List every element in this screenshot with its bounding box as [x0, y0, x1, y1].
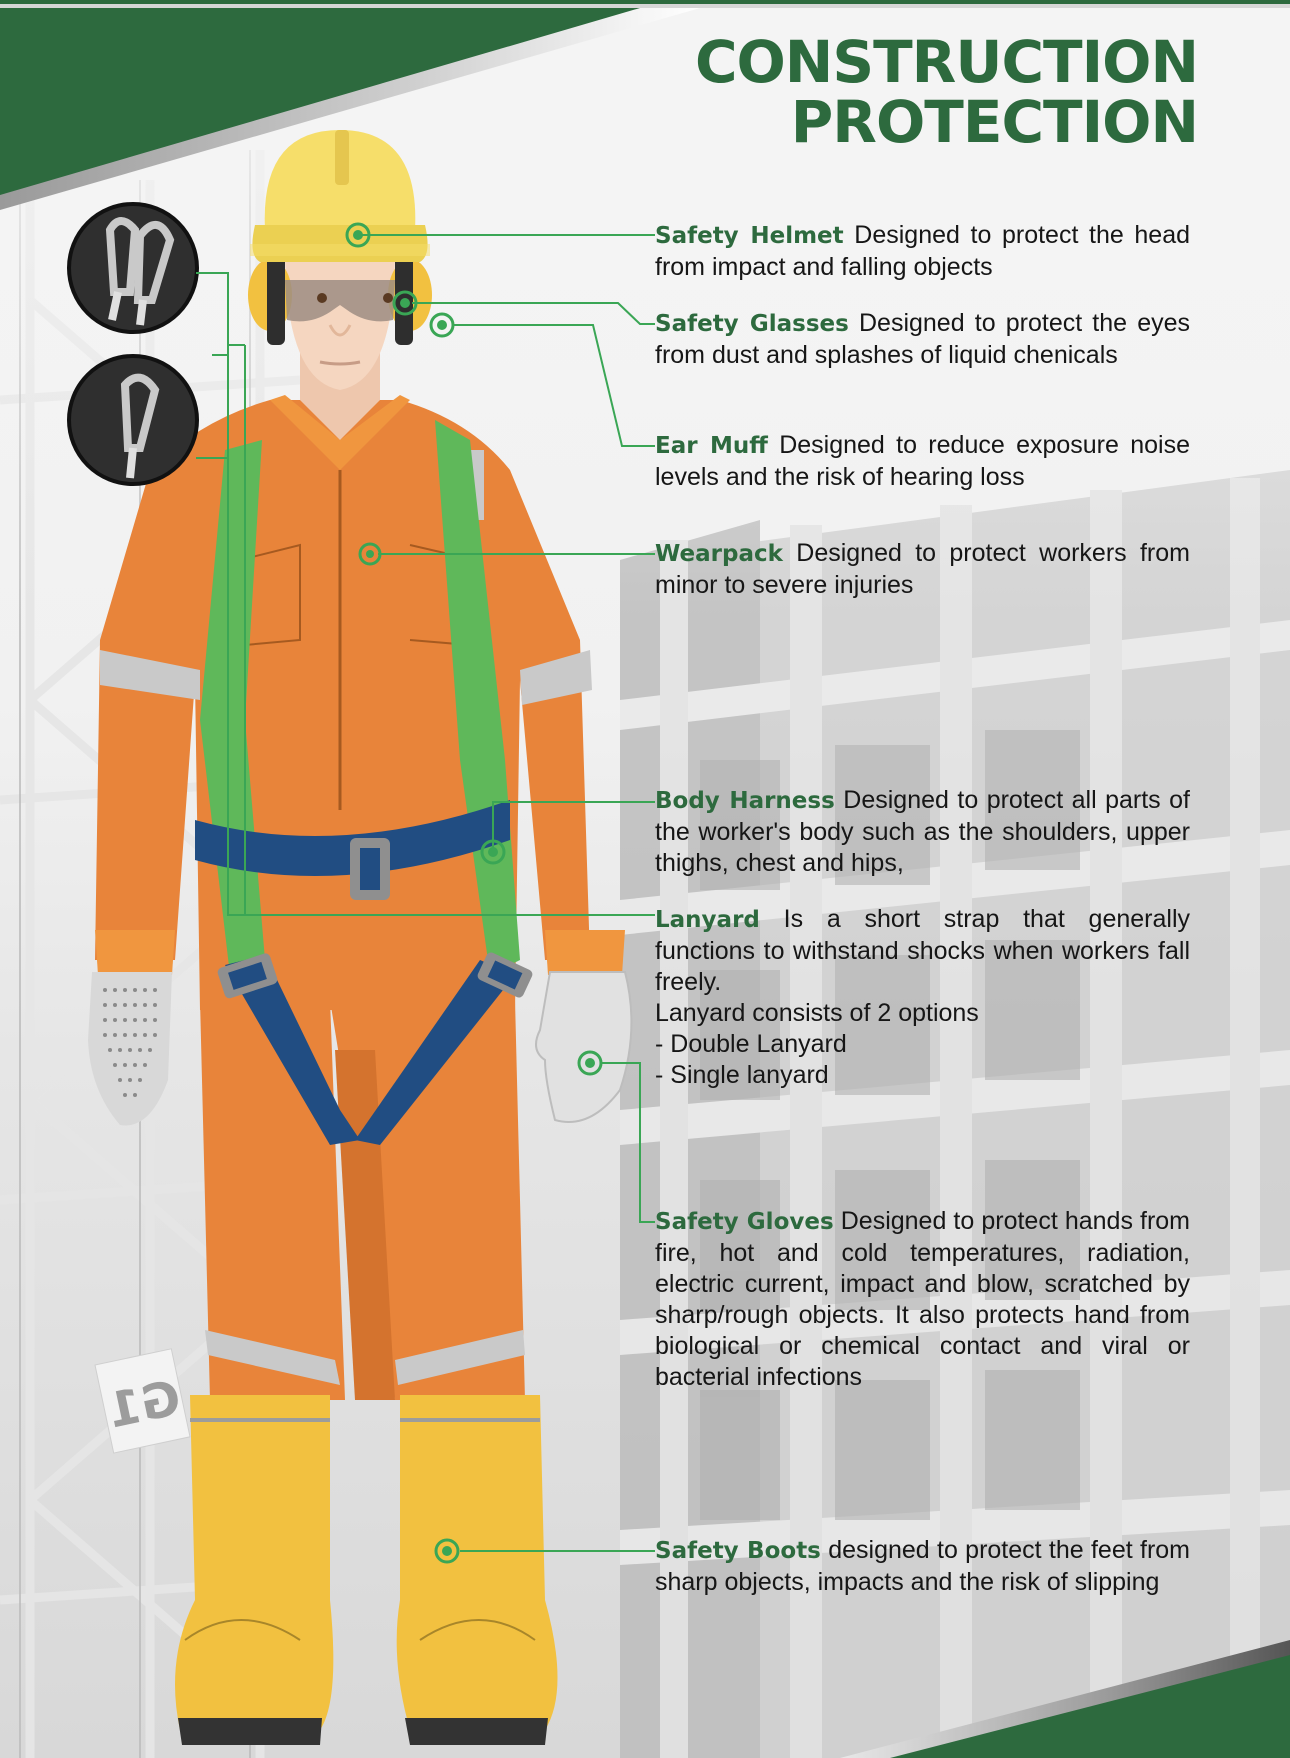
worker-head	[248, 130, 432, 440]
item-name: Safety Gloves	[655, 1209, 834, 1235]
lanyard-option-double: - Double Lanyard	[655, 1030, 847, 1058]
trousers	[200, 1000, 525, 1400]
item-safety-helmet	[655, 220, 1190, 283]
item-ear-muff	[655, 430, 1190, 493]
lanyard-option-single: - Single lanyard	[655, 1061, 829, 1089]
earmuff-marker-icon	[431, 314, 453, 336]
item-body-harness	[655, 785, 1190, 879]
item-description: Designed to protect the eyes from dust and splashes of liquid chenicals	[655, 309, 1191, 369]
item-description: designed to protect the feet from sharp objects, impacts and the risk of slipping	[655, 1536, 1190, 1596]
item-name: Wearpack	[655, 541, 783, 567]
lanyard-options-heading: Lanyard consists of 2 options	[655, 999, 979, 1027]
item-name: Body Harness	[655, 788, 835, 814]
single-lanyard-hook-icon	[69, 356, 197, 484]
item-description: Is a short strap that generally functions to withstand shocks when workers fall freely.	[655, 905, 1190, 996]
item-description: Designed to protect hands from fire, hot and cold temperatures, radiation, electric current, impact and blow, scratched by sharp/rough objects. It also protects hand from biological or chemical contact and viral or bacterial infections	[655, 1207, 1191, 1391]
item-description: Designed to protect workers from minor to severe injuries	[655, 539, 1190, 599]
title-line-2: PROTECTION	[790, 88, 1198, 156]
wearpack-coverall	[95, 395, 625, 1010]
item-name: Lanyard	[655, 907, 760, 933]
item-description: Designed to protect the head from impact and falling objects	[655, 221, 1191, 281]
double-lanyard-hook-icon	[69, 204, 197, 332]
item-safety-boots	[655, 1535, 1190, 1598]
item-description: Designed to protect all parts of the worker's body such as the shoulders, upper thighs, chest and hips,	[655, 786, 1191, 877]
item-safety-gloves	[655, 1206, 1190, 1393]
lanyard-option-circles	[69, 204, 197, 484]
item-description: Designed to reduce exposure noise levels and the risk of hearing loss	[655, 431, 1190, 491]
title-line-1: CONSTRUCTION	[694, 28, 1198, 96]
item-name: Ear Muff	[655, 433, 768, 459]
item-name: Safety Glasses	[655, 311, 849, 337]
item-lanyard	[655, 904, 1190, 1091]
item-wearpack	[655, 538, 1190, 601]
item-safety-glasses	[655, 308, 1190, 371]
svg-text:G1: G1	[102, 1369, 186, 1440]
page-title	[694, 28, 1198, 156]
safety-boots-illustration	[175, 1395, 558, 1745]
item-name: Safety Boots	[655, 1538, 821, 1564]
item-name: Safety Helmet	[655, 223, 844, 249]
